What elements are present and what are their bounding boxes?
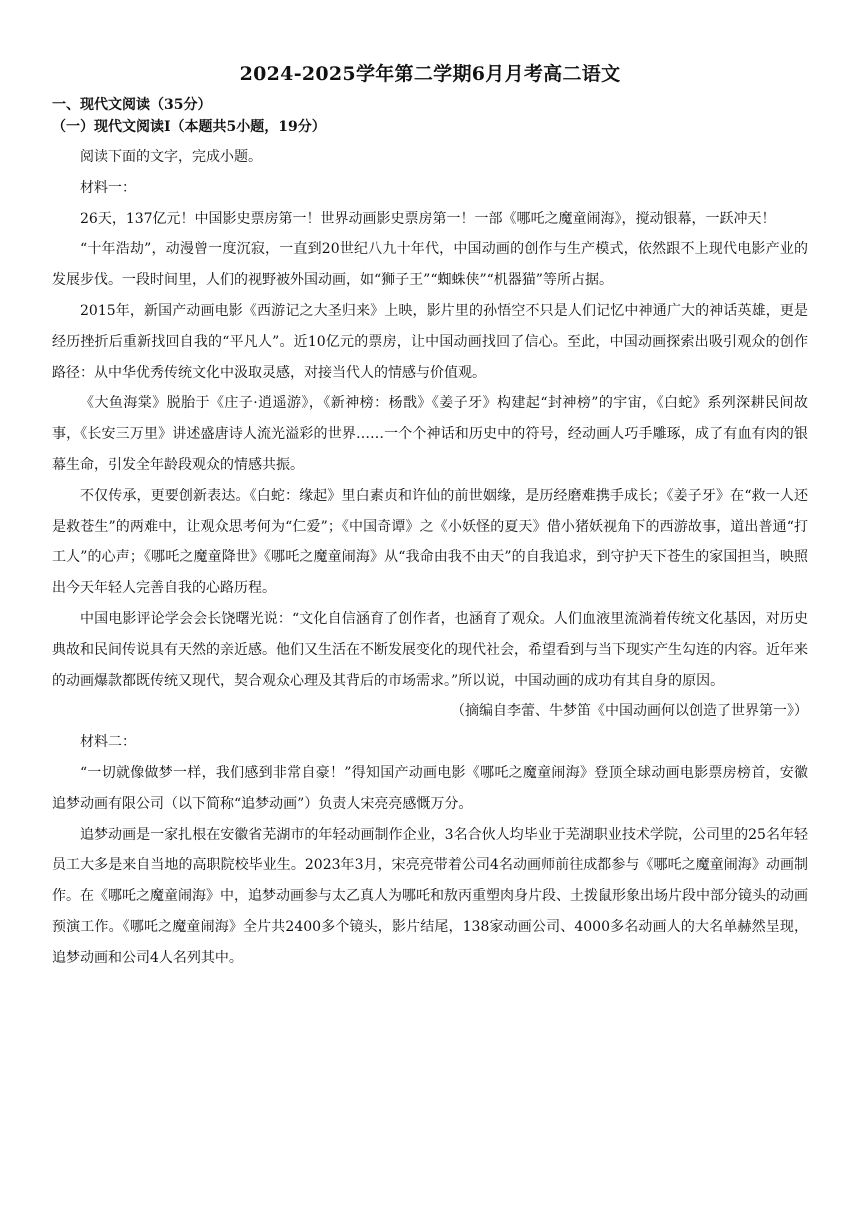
material2-paragraph: 追梦动画是一家扎根在安徽省芜湖市的年轻动画制作企业，3名合伙人均毕业于芜湖职业技术学院，公司里的25名年轻员工大多是来自当地的高职院校毕业生。2023年3月，宋亮亮带着公司4名动画师前往成都参与《哪吒之魔童闹海》动画制作。在《哪吒之魔童闹海》中，追梦动画参与太乙真人为哪吒和敖丙重塑肉身片段、土拨鼠形象出场片段中部分镜头的动画预演工作。《哪吒之魔童闹海》全片共2400多个镜头，影片结尾，138家动画公司、4000多名动画人的大名单赫然呈现，追梦动画和公司4人名列其中。 xyxy=(52,826,808,966)
material1-paragraph: 中国电影评论学会会长饶曙光说：“文化自信涵育了创作者，也涵育了观众。人们血液里流淌着传统文化基因，对历史典故和民间传说具有天然的亲近感。他们又生活在不断发展变化的现代社会，希望看到与当下现实产生勾连的内容。近年来的动画爆款都既传统又现代，契合观众心理及其背后的市场需求。”所以说，中国动画的成功有其自身的原因。 xyxy=(52,610,808,689)
material2-paragraph: “一切就像做梦一样，我们感到非常自豪！”得知国产动画电影《哪吒之魔童闹海》登顶全球动画电影票房榜首，安徽追梦动画有限公司（以下简称“追梦动画”）负责人宋亮亮感慨万分。 xyxy=(52,764,808,812)
material1-label: 材料一： xyxy=(80,179,136,196)
material1-paragraph: 《大鱼海棠》脱胎于《庄子·逍遥游》，《新神榜：杨戬》《姜子牙》构建起“封神榜”的宇宙，《白蛇》系列深耕民间故事，《长安三万里》讲述盛唐诗人流光溢彩的世界……一个个神话和历史中的符号，经动画人巧手雕琢，成了有血有肉的银幕生命，引发全年龄段观众的情感共振。 xyxy=(52,395,808,473)
material1-source: （摘编自李蕾、牛梦笛《中国动画何以创造了世界第一》） xyxy=(451,703,808,720)
subsection-heading: （一）现代文阅读Ⅰ（本题共5小题，19分） xyxy=(52,119,326,135)
material1-paragraph: 2015年，新国产动画电影《西游记之大圣归来》上映，影片里的孙悟空不只是人们记忆中神通广大的神话英雄，更是经历挫折后重新找回自我的“平凡人”。近10亿元的票房，让中国动画找回了信心。至此，中国动画探索出吸引观众的创作路径：从中华优秀传统文化中汲取灵感，对接当代人的情感与价值观。 xyxy=(52,302,808,381)
section-heading: 一、现代文阅读（35分） xyxy=(52,97,212,113)
document-title: 2024-2025学年第二学期6月月考高二语文 xyxy=(239,63,621,85)
document-page xyxy=(52,60,808,974)
material1-paragraph: 不仅传承，更要创新表达。《白蛇：缘起》里白素贞和许仙的前世姻缘，是历经磨难携手成长；《姜子牙》在“救一人还是救苍生”的两难中，让观众思考何为“仁爱”；《中国奇谭》之《小妖怪的夏天》借小猪妖视角下的西游故事，道出普通“打工人”的心声；《哪吒之魔童降世》《哪吒之魔童闹海》从“我命由我不由天”的自我追求，到守护天下苍生的家国担当，映照出今天年轻人完善自我的心路历程。 xyxy=(52,487,808,597)
material1-paragraph: 26天，137亿元！中国影史票房第一！世界动画影史票房第一！一部《哪吒之魔童闹海》，搅动银幕，一跃冲天！ xyxy=(80,210,776,227)
instruction-text: 阅读下面的文字，完成小题。 xyxy=(80,149,262,165)
material2-label: 材料二： xyxy=(80,734,136,751)
material1-paragraph: “十年浩劫”，动漫曾一度沉寂，一直到20世纪八九十年代，中国动画的创作与生产模式，依然跟不上现代电影产业的发展步伐。一段时间里，人们的视野被外国动画，如“狮子王”“蜘蛛侠”“机器猫”等所占据。 xyxy=(52,241,808,289)
